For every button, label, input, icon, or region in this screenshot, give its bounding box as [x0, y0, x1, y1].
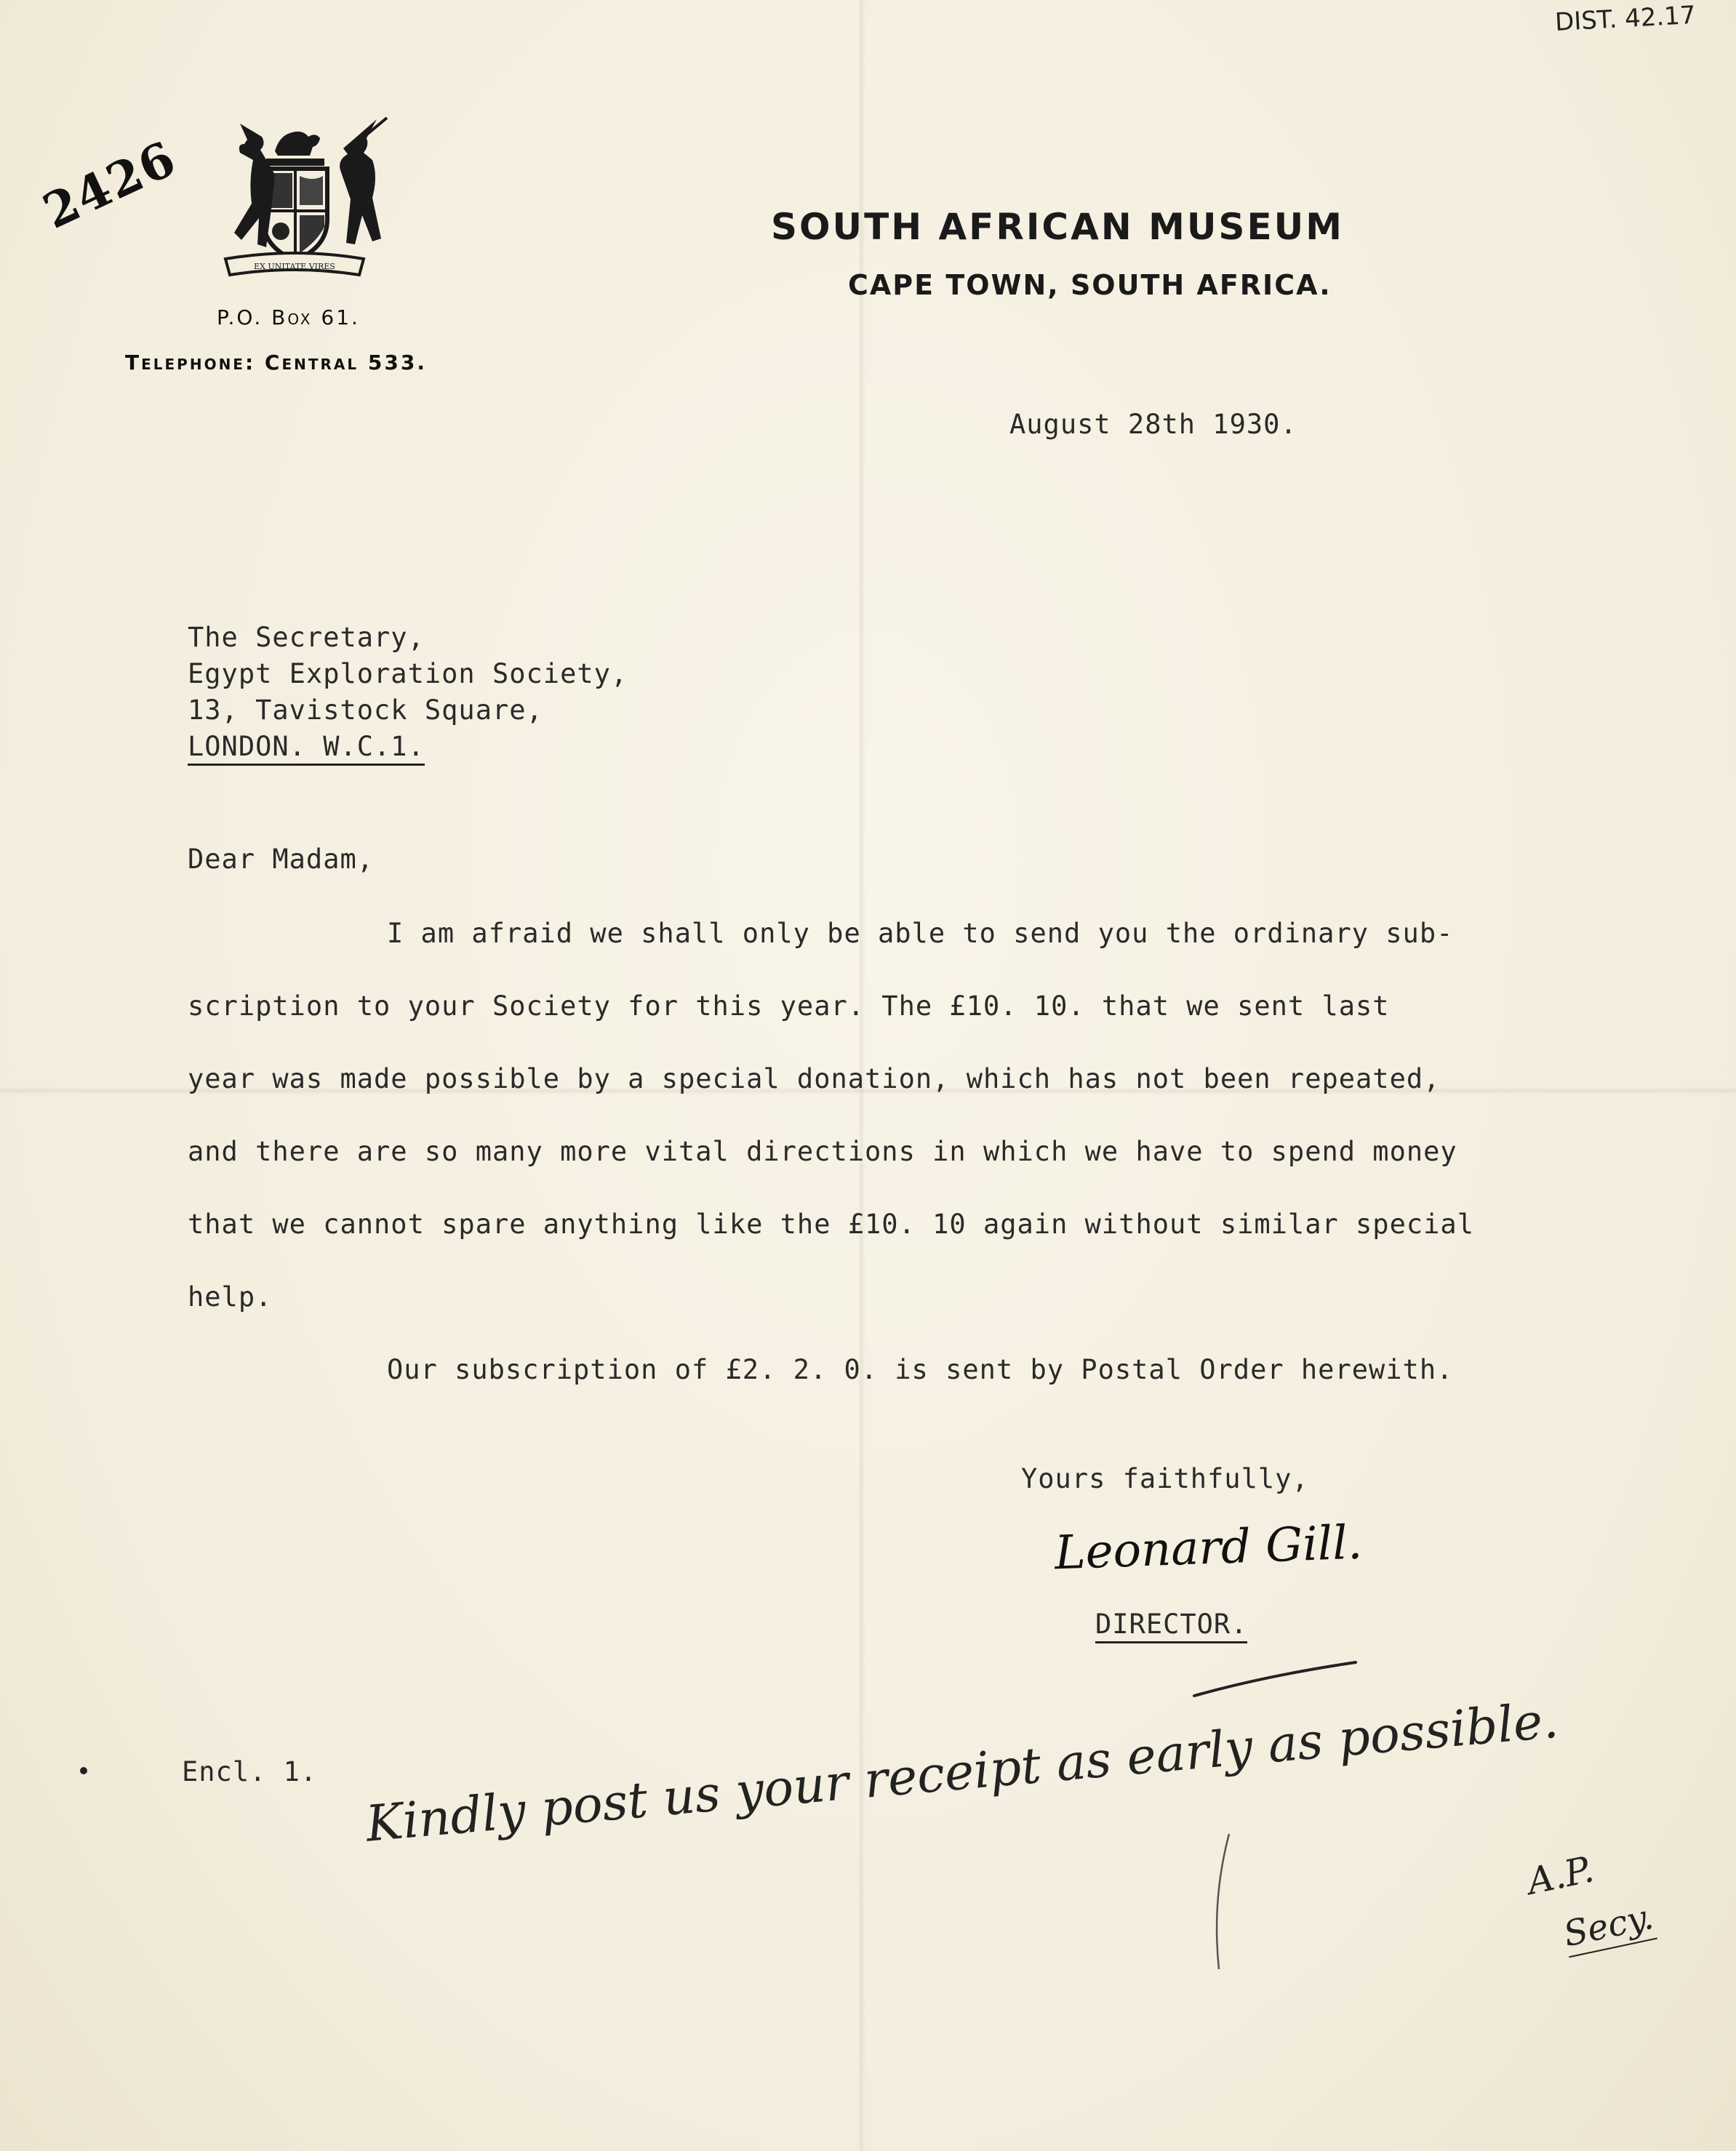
- body-line-2: scription to your Society for this year. The £10. 10. that we sent last: [188, 990, 1390, 1022]
- pen-stroke-mark: [1193, 1658, 1360, 1702]
- archive-reference: DIST. 42.17: [1554, 0, 1697, 38]
- salutation: Dear Madam,: [188, 844, 375, 875]
- po-box: P.O. Box 61.: [217, 305, 360, 329]
- handwritten-role: Secy.: [1560, 1896, 1657, 1958]
- body-line-3: year was made possible by a special donation, which has not been repeated,: [188, 1063, 1441, 1094]
- body-line-6: help.: [188, 1281, 273, 1313]
- body-line-1: I am afraid we shall only be able to send you the ordinary sub-: [387, 918, 1454, 949]
- body-line-5: that we cannot spare anything like the £10. 10 again without similar special: [188, 1209, 1474, 1240]
- recipient-line-4: LONDON. W.C.1.: [188, 731, 425, 766]
- signatory-title: DIRECTOR.: [1095, 1609, 1247, 1643]
- recipient-line-1: The Secretary,: [188, 622, 425, 653]
- telephone: Telephone: Central 533.: [125, 351, 427, 374]
- handwritten-initials: A.P.: [1523, 1848, 1598, 1903]
- coat-of-arms-icon: [196, 116, 393, 284]
- letter-date: August 28th 1930.: [1009, 409, 1297, 440]
- crest-motto: EX UNITATE VIRES: [254, 262, 335, 271]
- recipient-line-2: Egypt Exploration Society,: [188, 658, 628, 689]
- signature: Leonard Gill.: [1053, 1515, 1364, 1581]
- enclosure-note: Encl. 1.: [182, 1756, 318, 1787]
- pencil-line-mark: [1207, 1832, 1236, 1971]
- archive-stamp-number: 2426: [34, 129, 185, 240]
- recipient-line-3: 13, Tavistock Square,: [188, 694, 543, 726]
- institution-location: CAPE TOWN, SOUTH AFRICA.: [848, 269, 1332, 301]
- closing: Yours faithfully,: [1021, 1463, 1309, 1494]
- institution-name: SOUTH AFRICAN MUSEUM: [771, 206, 1344, 248]
- body-line-4: and there are so many more vital directions in which we have to spend money: [188, 1136, 1457, 1167]
- margin-dot: [80, 1767, 87, 1774]
- handwritten-note: Kindly post us your receipt as early as possible.: [364, 1691, 1561, 1854]
- body-paragraph-2: Our subscription of £2. 2. 0. is sent by Postal Order herewith.: [387, 1354, 1454, 1385]
